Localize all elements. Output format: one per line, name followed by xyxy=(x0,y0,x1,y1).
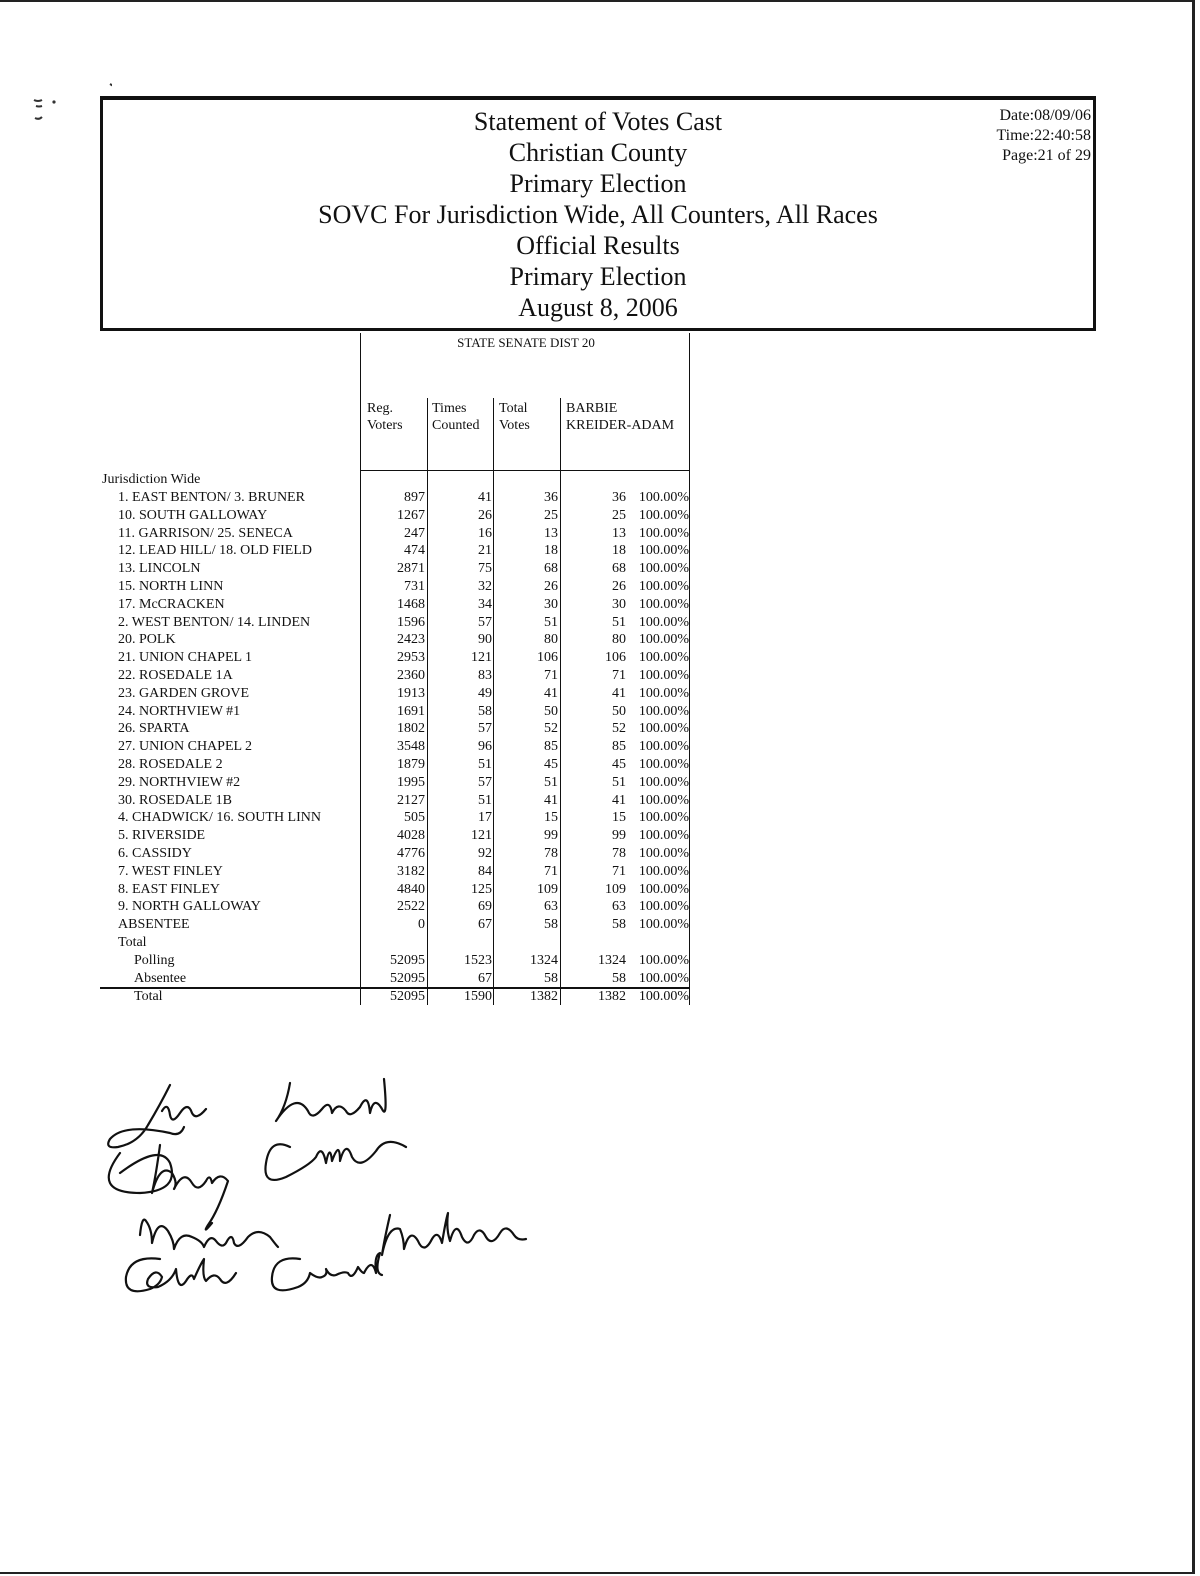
cell-tv: 85 xyxy=(544,739,558,755)
cell-bp: 100.00% xyxy=(638,507,689,523)
cell-bv: 85 xyxy=(612,739,626,755)
cell-tv: 36 xyxy=(544,490,558,505)
table-row xyxy=(0,489,1200,507)
cell-tc: 69 xyxy=(478,899,492,915)
cell-tv: 45 xyxy=(544,757,558,772)
signature-1 xyxy=(108,1079,385,1147)
cell-reg: 2127 xyxy=(397,792,425,808)
cell-reg: 3182 xyxy=(397,863,425,879)
cell-reg: 1802 xyxy=(397,721,425,737)
table-row xyxy=(0,649,1200,667)
table-row xyxy=(0,720,1200,738)
cell-tv: 78 xyxy=(544,846,558,861)
cell-bp: 100.00% xyxy=(638,810,689,826)
cell-tc: 32 xyxy=(478,579,492,594)
cell-name: 22. ROSEDALE 1A xyxy=(118,668,233,683)
cell-reg: 247 xyxy=(404,525,425,541)
cell-reg: 2423 xyxy=(397,632,425,648)
cell-tv: 106 xyxy=(537,650,558,666)
cell-bv: 58 xyxy=(612,917,626,933)
header-underline xyxy=(360,470,690,471)
cell-bp: 100.00% xyxy=(638,543,689,559)
cell-reg: 731 xyxy=(404,579,425,594)
table-row xyxy=(0,898,1200,916)
cell-bv: 99 xyxy=(612,828,626,844)
cell-bp: 100.00% xyxy=(638,525,689,541)
cell-tc: 121 xyxy=(471,828,492,844)
cell-name: 7. WEST FINLEY xyxy=(118,863,223,879)
table-row xyxy=(0,542,1200,560)
cell-bv: 51 xyxy=(612,774,626,790)
cell-reg: 1691 xyxy=(397,703,425,719)
table-row xyxy=(0,667,1200,685)
cell-name: 21. UNION CHAPEL 1 xyxy=(118,650,253,666)
cell-tv: 13 xyxy=(544,525,558,541)
cell-tc: 41 xyxy=(478,490,492,505)
signatures xyxy=(100,1075,580,1305)
cell-bv: 51 xyxy=(612,614,626,630)
cell-bv: 30 xyxy=(612,596,626,612)
col-rule-3 xyxy=(560,398,561,473)
cell-bv: 50 xyxy=(612,703,626,719)
table-rule-left xyxy=(360,333,361,473)
cell-tc: 34 xyxy=(478,596,492,612)
cell-tv: 41 xyxy=(544,685,558,701)
cell-bv: 71 xyxy=(612,863,626,879)
cell-bv: 80 xyxy=(612,632,626,648)
cell-name: 26. SPARTA xyxy=(118,721,190,737)
cell-bv: 78 xyxy=(612,846,626,861)
cell-bp: 100.00% xyxy=(638,668,689,683)
cell-tv: 71 xyxy=(544,863,558,879)
cell-tc: 17 xyxy=(478,810,492,826)
cell-tc: 92 xyxy=(478,846,492,861)
election-date: August 8, 2006 xyxy=(518,293,678,322)
cell-bv: 18 xyxy=(612,543,626,559)
signature-2 xyxy=(109,1142,406,1230)
report-time: Time:22:40:58 xyxy=(996,127,1091,144)
cell-reg: 1913 xyxy=(397,685,425,701)
cell-tv: 63 xyxy=(544,899,558,915)
cell-bp: 100.00% xyxy=(638,863,689,879)
cell-name: 28. ROSEDALE 2 xyxy=(118,757,223,772)
cell-reg: 4776 xyxy=(397,846,425,861)
cell-tc: 21 xyxy=(478,543,492,559)
cell-tc: 121 xyxy=(471,650,492,666)
cell-tv: 109 xyxy=(537,881,558,897)
cell-bv: 71 xyxy=(612,668,626,683)
cell-bv: 15 xyxy=(612,810,626,826)
cell-bp: 100.00% xyxy=(638,739,689,755)
cell-bp: 100.00% xyxy=(638,721,689,737)
table-row xyxy=(0,596,1200,614)
cell-bp: 100.00% xyxy=(638,561,689,577)
cell-tc: 83 xyxy=(478,668,492,683)
table-row xyxy=(0,863,1200,881)
cell-reg: 2953 xyxy=(397,650,425,666)
col-head-total-votes: Total Votes xyxy=(499,401,530,433)
cell-name: 4. CHADWICK/ 16. SOUTH LINN xyxy=(118,810,321,826)
cell-reg: 1596 xyxy=(397,614,425,630)
cell-bp: 100.00% xyxy=(638,774,689,790)
report-title: Statement of Votes Cast xyxy=(473,107,723,136)
cell-bp: 100.00% xyxy=(638,650,689,666)
cell-tc: 57 xyxy=(478,614,492,630)
county-name: Christian County xyxy=(508,138,688,167)
cell-reg: 1995 xyxy=(397,774,425,790)
cell-bv: 106 xyxy=(605,650,626,666)
cell-name: 9. NORTH GALLOWAY xyxy=(118,899,261,915)
table-rule-right xyxy=(689,333,690,473)
cell-tv: 99 xyxy=(544,828,558,844)
cell-bv: 41 xyxy=(612,685,626,701)
cell-bp: 100.00% xyxy=(638,828,689,844)
cell-name: 30. ROSEDALE 1B xyxy=(118,792,232,808)
cell-reg: 1879 xyxy=(397,757,425,772)
cell-bv: 63 xyxy=(612,899,626,915)
cell-reg: 1267 xyxy=(397,507,425,523)
grand-total-row: Total 52095 1590 1382 1382 100.00% xyxy=(134,989,689,1004)
results-status: Official Results xyxy=(516,231,680,260)
cell-tc: 75 xyxy=(478,561,492,577)
cell-tc: 26 xyxy=(478,507,492,523)
election-type: Primary Election xyxy=(509,169,687,198)
cell-reg: 1468 xyxy=(397,596,425,612)
report-date: Date:08/09/06 xyxy=(999,107,1091,124)
table-row xyxy=(0,631,1200,649)
table-row xyxy=(0,614,1200,632)
cell-tv: 80 xyxy=(544,632,558,648)
cell-tc: 90 xyxy=(478,632,492,648)
table-row xyxy=(0,578,1200,596)
table-row xyxy=(0,827,1200,845)
table-row xyxy=(0,560,1200,578)
cell-name: 12. LEAD HILL/ 18. OLD FIELD xyxy=(118,543,313,559)
cell-tc: 84 xyxy=(478,863,492,879)
cell-tv: 26 xyxy=(544,579,558,594)
cell-bv: 68 xyxy=(612,561,626,577)
cell-bv: 25 xyxy=(612,507,626,523)
cell-bp: 100.00% xyxy=(638,490,689,505)
cell-name: 8. EAST FINLEY xyxy=(118,881,221,897)
cell-bp: 100.00% xyxy=(638,685,689,701)
cell-name: 13. LINCOLN xyxy=(118,561,201,577)
cell-reg: 474 xyxy=(404,543,425,559)
cell-reg: 4840 xyxy=(397,881,425,897)
table-row xyxy=(0,525,1200,543)
cell-bv: 109 xyxy=(605,881,626,897)
cell-name: 17. McCRACKEN xyxy=(118,596,225,612)
table-row xyxy=(0,881,1200,899)
cell-name: 20. POLK xyxy=(118,632,176,648)
col-rule-2 xyxy=(493,398,494,473)
cell-bv: 52 xyxy=(612,721,626,737)
cell-bv: 36 xyxy=(612,490,626,505)
cell-bp: 100.00% xyxy=(638,703,689,719)
cell-name: 2. WEST BENTON/ 14. LINDEN xyxy=(118,614,311,630)
cell-bp: 100.00% xyxy=(638,899,689,915)
cell-tc: 57 xyxy=(478,721,492,737)
cell-tc: 49 xyxy=(478,685,492,701)
cell-tv: 18 xyxy=(544,543,558,559)
cell-name: 24. NORTHVIEW #1 xyxy=(118,703,241,719)
cell-reg: 505 xyxy=(404,810,425,826)
cell-tc: 57 xyxy=(478,774,492,790)
cell-reg: 2360 xyxy=(397,668,425,683)
cell-tc: 67 xyxy=(478,917,492,933)
cell-tc: 125 xyxy=(471,881,492,897)
cell-bp: 100.00% xyxy=(638,792,689,808)
cell-bp: 100.00% xyxy=(638,614,689,630)
report-page: Page:21 of 29 xyxy=(1002,147,1091,164)
cell-tv: 52 xyxy=(544,721,558,737)
cell-name: 15. NORTH LINN xyxy=(118,579,224,594)
polling-total-row: Polling 52095 1523 1324 1324 100.00% xyxy=(134,953,689,968)
report-scope: SOVC For Jurisdiction Wide, All Counters, All Races xyxy=(318,200,878,229)
table-row xyxy=(0,703,1200,721)
election-type-repeat: Primary Election xyxy=(509,262,687,291)
col-head-candidate: BARBIE KREIDER-ADAM xyxy=(566,401,675,433)
race-title: STATE SENATE DIST 20 xyxy=(457,335,595,350)
cell-name: 29. NORTHVIEW #2 xyxy=(118,774,241,790)
table-row xyxy=(0,738,1200,756)
cell-tv: 30 xyxy=(544,596,558,612)
report-meta xyxy=(996,106,1091,166)
cell-name: 23. GARDEN GROVE xyxy=(118,685,250,701)
table-row xyxy=(0,756,1200,774)
table-row xyxy=(0,792,1200,810)
cell-name: 27. UNION CHAPEL 2 xyxy=(118,739,253,755)
cell-bv: 26 xyxy=(612,579,626,594)
col-rule-1 xyxy=(427,398,428,473)
cell-bp: 100.00% xyxy=(638,579,689,594)
cell-bv: 41 xyxy=(612,792,626,808)
cell-tv: 58 xyxy=(544,917,558,933)
cell-bv: 13 xyxy=(612,525,626,541)
cell-bp: 100.00% xyxy=(638,881,689,897)
cell-name: 10. SOUTH GALLOWAY xyxy=(118,507,268,523)
cell-tv: 51 xyxy=(544,614,558,630)
cell-tv: 50 xyxy=(544,703,558,719)
cell-tv: 71 xyxy=(544,668,558,683)
cell-reg: 2522 xyxy=(397,899,425,915)
cell-tc: 16 xyxy=(478,525,492,541)
table-row xyxy=(0,809,1200,827)
cell-reg: 0 xyxy=(418,917,425,933)
cell-tv: 15 xyxy=(544,810,558,826)
cell-bp: 100.00% xyxy=(638,632,689,648)
section-label: Jurisdiction Wide xyxy=(102,472,201,487)
cell-name: 5. RIVERSIDE xyxy=(118,828,206,844)
cell-reg: 2871 xyxy=(397,561,425,577)
table-row xyxy=(0,507,1200,525)
signature-3 xyxy=(140,1213,526,1255)
cell-reg: 3548 xyxy=(397,739,425,755)
absentee-total-row: Absentee 52095 67 58 58 100.00% xyxy=(134,971,689,986)
cell-name: 6. CASSIDY xyxy=(118,846,192,861)
col-head-reg-voters: Reg. Voters xyxy=(367,401,403,433)
cell-tc: 51 xyxy=(478,792,492,808)
signature-4 xyxy=(126,1253,382,1291)
cell-tv: 51 xyxy=(544,774,558,790)
cell-tv: 68 xyxy=(544,561,558,577)
cell-bv: 45 xyxy=(612,757,626,772)
table-row xyxy=(0,845,1200,863)
table-row xyxy=(0,774,1200,792)
cell-tc: 58 xyxy=(478,703,492,719)
cell-tv: 41 xyxy=(544,792,558,808)
cell-name: 11. GARRISON/ 25. SENECA xyxy=(118,525,293,541)
cell-name: 1. EAST BENTON/ 3. BRUNER xyxy=(118,490,305,505)
cell-tc: 96 xyxy=(478,739,492,755)
cell-name: ABSENTEE xyxy=(118,917,190,933)
report-header xyxy=(100,96,1096,331)
cell-reg: 4028 xyxy=(397,828,425,844)
cell-bp: 100.00% xyxy=(638,846,689,861)
cell-bp: 100.00% xyxy=(638,596,689,612)
totals-label: Total xyxy=(118,935,147,950)
col-head-times-counted: Times Counted xyxy=(432,401,480,433)
cell-bp: 100.00% xyxy=(638,757,689,772)
table-row xyxy=(0,685,1200,703)
cell-tv: 25 xyxy=(544,507,558,523)
cell-bp: 100.00% xyxy=(638,917,689,933)
cell-tc: 51 xyxy=(478,757,492,772)
cell-reg: 897 xyxy=(404,490,425,505)
table-row xyxy=(0,916,1200,934)
